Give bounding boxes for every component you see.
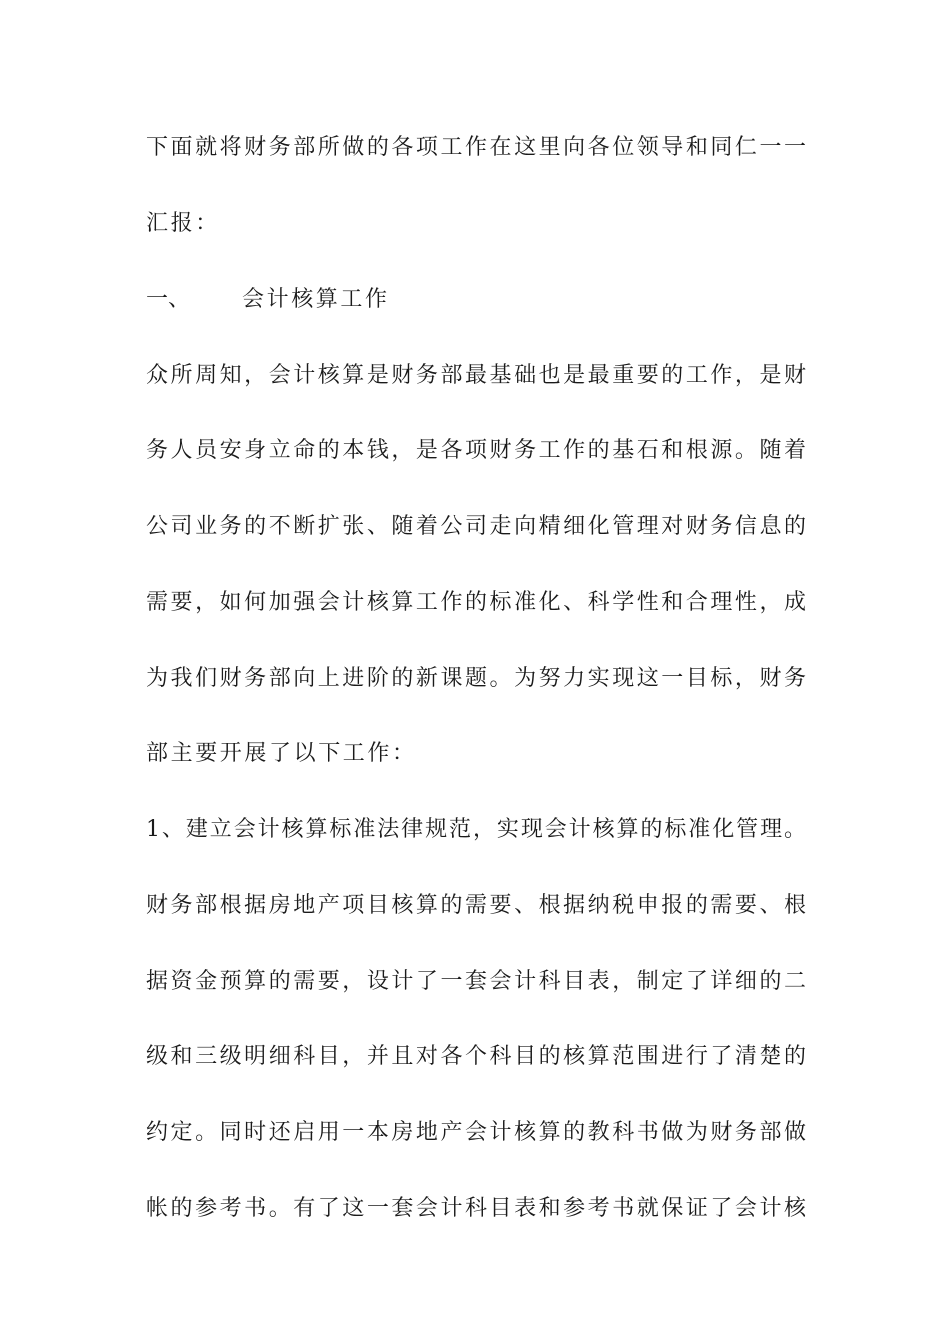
paragraph-line-10: 财务部根据房地产项目核算的需要、根据纳税申报的需要、根 xyxy=(146,893,806,918)
paragraph-line-3: 众所周知，会计核算是财务部最基础也是最重要的工作，是财 xyxy=(146,363,806,388)
paragraph-line-13: 约定。同时还启用一本房地产会计核算的教科书做为财务部做 xyxy=(146,1120,806,1145)
section-number: 一、 xyxy=(146,287,191,312)
paragraph-line-1: 下面就将财务部所做的各项工作在这里向各位领导和同仁一一 xyxy=(146,135,806,160)
paragraph-line-7: 为我们财务部向上进阶的新课题。为努力实现这一目标，财务 xyxy=(146,666,806,691)
paragraph-line-11: 据资金预算的需要，设计了一套会计科目表，制定了详细的二 xyxy=(146,969,806,994)
paragraph-line-6: 需要，如何加强会计核算工作的标准化、科学性和合理性，成 xyxy=(146,590,806,615)
paragraph-line-5: 公司业务的不断扩张、随着公司走向精细化管理对财务信息的 xyxy=(146,514,806,539)
paragraph-line-14: 帐的参考书。有了这一套会计科目表和参考书就保证了会计核 xyxy=(146,1196,806,1221)
paragraph-line-12: 级和三级明细科目，并且对各个科目的核算范围进行了清楚的 xyxy=(146,1044,806,1069)
paragraph-line-9: 1、建立会计核算标准法律规范，实现会计核算的标准化管理。 xyxy=(146,817,806,842)
paragraph-line-2: 汇报： xyxy=(146,211,220,236)
paragraph-line-8: 部主要开展了以下工作： xyxy=(146,741,417,766)
section-title: 会计核算工作 xyxy=(242,287,390,312)
paragraph-line-4: 务人员安身立命的本钱，是各项财务工作的基石和根源。随着 xyxy=(146,438,806,463)
